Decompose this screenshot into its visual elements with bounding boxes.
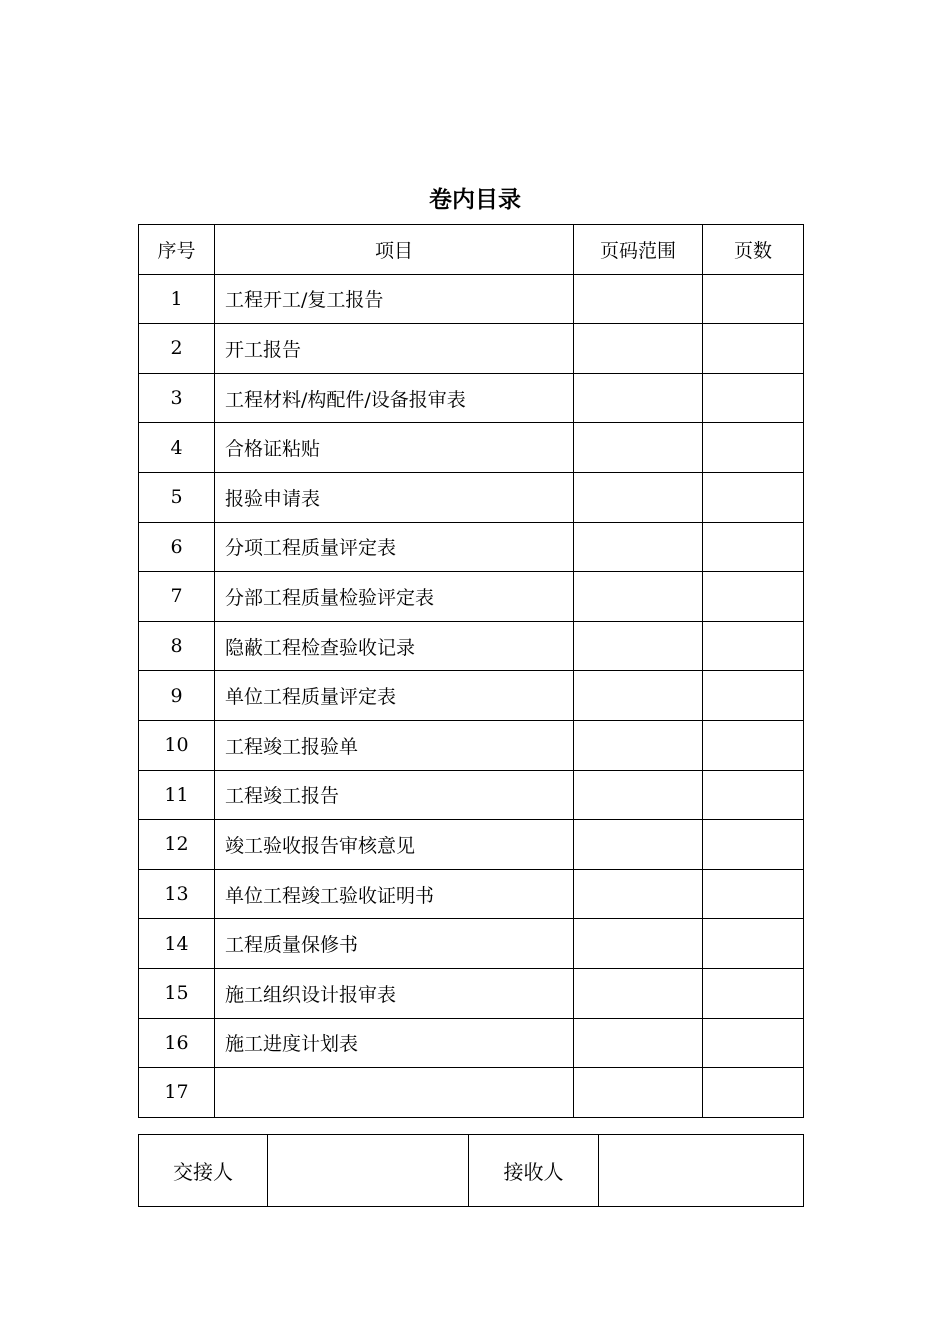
row-item: 施工进度计划表: [215, 1018, 574, 1068]
table-row: [139, 373, 804, 423]
receiver-label: 接收人: [469, 1135, 599, 1207]
row-number: 13: [139, 869, 215, 919]
row-pages[interactable]: [703, 770, 804, 820]
table-row: [139, 324, 804, 374]
row-pages[interactable]: [703, 1018, 804, 1068]
row-item: 工程开工/复工报告: [215, 274, 574, 324]
row-item: 单位工程质量评定表: [215, 671, 574, 721]
row-item: 施工组织设计报审表: [215, 968, 574, 1018]
row-number: 7: [139, 572, 215, 622]
table-row: [139, 621, 804, 671]
row-page-range[interactable]: [574, 274, 703, 324]
row-number: 10: [139, 720, 215, 770]
row-number: 9: [139, 671, 215, 721]
header-page-range: 页码范围: [574, 225, 703, 275]
row-item: 工程质量保修书: [215, 919, 574, 969]
row-pages[interactable]: [703, 423, 804, 473]
row-page-range[interactable]: [574, 869, 703, 919]
header-pages: 页数: [703, 225, 804, 275]
table-row: [139, 274, 804, 324]
row-number: 2: [139, 324, 215, 374]
row-page-range[interactable]: [574, 968, 703, 1018]
row-pages[interactable]: [703, 572, 804, 622]
row-number: 1: [139, 274, 215, 324]
catalog-table: [138, 224, 804, 1118]
row-page-range[interactable]: [574, 820, 703, 870]
row-item: 合格证粘贴: [215, 423, 574, 473]
row-number: 17: [139, 1068, 215, 1118]
row-page-range[interactable]: [574, 423, 703, 473]
row-pages[interactable]: [703, 919, 804, 969]
row-item: 工程材料/构配件/设备报审表: [215, 373, 574, 423]
row-pages[interactable]: [703, 671, 804, 721]
row-number: 11: [139, 770, 215, 820]
table-row: [139, 770, 804, 820]
row-pages[interactable]: [703, 869, 804, 919]
row-page-range[interactable]: [574, 671, 703, 721]
row-pages[interactable]: [703, 621, 804, 671]
page-title: 卷内目录: [429, 187, 521, 213]
row-page-range[interactable]: [574, 1068, 703, 1118]
receiver-field[interactable]: [599, 1135, 804, 1207]
row-page-range[interactable]: [574, 572, 703, 622]
row-pages[interactable]: [703, 968, 804, 1018]
row-item: 工程竣工报告: [215, 770, 574, 820]
row-item: 竣工验收报告审核意见: [215, 820, 574, 870]
row-pages[interactable]: [703, 274, 804, 324]
row-number: 3: [139, 373, 215, 423]
row-number: 15: [139, 968, 215, 1018]
table-row: [139, 720, 804, 770]
table-header-row: [139, 225, 804, 275]
row-pages[interactable]: [703, 373, 804, 423]
row-page-range[interactable]: [574, 1018, 703, 1068]
table-row: [139, 919, 804, 969]
row-pages[interactable]: [703, 522, 804, 572]
row-item: 单位工程竣工验收证明书: [215, 869, 574, 919]
row-item: 隐蔽工程检查验收记录: [215, 621, 574, 671]
row-item: 开工报告: [215, 324, 574, 374]
header-item: 项目: [215, 225, 574, 275]
row-page-range[interactable]: [574, 621, 703, 671]
row-item: [215, 1068, 574, 1118]
row-page-range[interactable]: [574, 324, 703, 374]
row-number: 14: [139, 919, 215, 969]
row-item: 报验申请表: [215, 472, 574, 522]
table-row: [139, 522, 804, 572]
row-pages[interactable]: [703, 720, 804, 770]
table-row: [139, 968, 804, 1018]
row-page-range[interactable]: [574, 770, 703, 820]
row-number: 12: [139, 820, 215, 870]
row-item: 分部工程质量检验评定表: [215, 572, 574, 622]
handover-field[interactable]: [268, 1135, 469, 1207]
signature-row: [139, 1135, 804, 1207]
table-row: [139, 572, 804, 622]
table-row: [139, 671, 804, 721]
row-pages[interactable]: [703, 472, 804, 522]
row-number: 6: [139, 522, 215, 572]
row-page-range[interactable]: [574, 373, 703, 423]
row-number: 8: [139, 621, 215, 671]
table-row: [139, 1068, 804, 1118]
row-pages[interactable]: [703, 820, 804, 870]
row-number: 5: [139, 472, 215, 522]
row-page-range[interactable]: [574, 919, 703, 969]
row-page-range[interactable]: [574, 522, 703, 572]
row-number: 16: [139, 1018, 215, 1068]
signature-table: [138, 1134, 804, 1207]
table-row: [139, 423, 804, 473]
row-page-range[interactable]: [574, 720, 703, 770]
table-row: [139, 472, 804, 522]
row-page-range[interactable]: [574, 472, 703, 522]
header-no: 序号: [139, 225, 215, 275]
row-pages[interactable]: [703, 324, 804, 374]
row-item: 工程竣工报验单: [215, 720, 574, 770]
row-item: 分项工程质量评定表: [215, 522, 574, 572]
table-row: [139, 820, 804, 870]
table-row: [139, 869, 804, 919]
row-pages[interactable]: [703, 1068, 804, 1118]
handover-label: 交接人: [139, 1135, 268, 1207]
row-number: 4: [139, 423, 215, 473]
table-row: [139, 1018, 804, 1068]
